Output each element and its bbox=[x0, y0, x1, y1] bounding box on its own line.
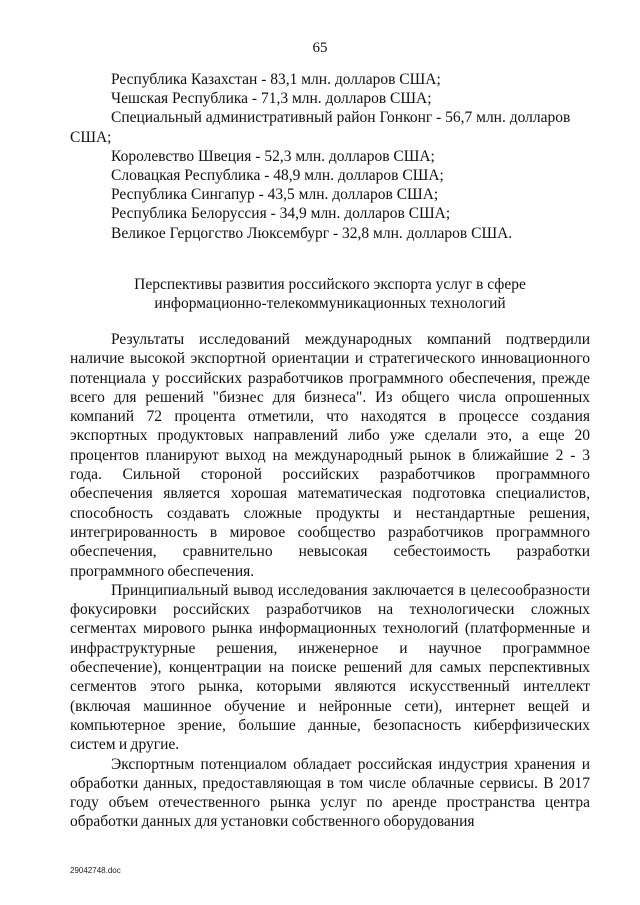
paragraph: Экспортным потенциалом обладает российская индустрия хранения и обработки данных, предоставляющая в том числе облачные сервисы. В 2017 году объем отечественного рынка услуг по аренде пространства центра обработки данных для установки собственного оборудования bbox=[70, 755, 590, 831]
list-item: Республика Казахстан - 83,1 млн. долларов США; bbox=[111, 71, 441, 88]
body-text bbox=[70, 330, 590, 832]
section-heading-line: Перспективы развития российского экспорта услуг в сфере bbox=[134, 276, 526, 293]
paragraph: Принципиальный вывод исследования заключается в целесообразности фокусировки российских разработчиков на технологически сложных сегментах мирового рынка информационных технологий (платформенные и инфраструктурные решения, инженерное и научное программное обеспечение), концентрации на поиске решений для самых перспективных сегментов этого рынка, которыми являются искусственный интеллект (включая машинное обучение и нейронные сети), интернет вещей и компьютерное зрение, большие данные, безопасность киберфизических систем и другие. bbox=[70, 581, 590, 754]
list-item: Словацкая Республика - 48,9 млн. долларов США; bbox=[111, 167, 444, 185]
paragraph: Результаты исследований международных компаний подтвердили наличие высокой экспортной ориентации и стратегического инновационного потенциала у российских разработчиков программного обеспечения, прежде всего для решений "бизнес для бизнеса". Из общего числа опрошенных компаний 72 процента отметили, что находятся в процессе создания экспортных продуктовых направлений либо уже сделали это, а еще 20 процентов планируют выход на международный рынок в ближайшие 2 - 3 года. Сильной стороной российских разработчиков программного обеспечения является хорошая математическая подготовка специалистов, способность создавать сложные продукты и нестандартные решения, интегрированность в мировое сообщество разработчиков программного обеспечения, сравнительно невысокая себестоимость разработки программного обеспечения. bbox=[70, 331, 590, 580]
section-heading bbox=[70, 275, 590, 313]
list-item: Королевство Швеция - 52,3 млн. долларов США; bbox=[111, 147, 435, 165]
section-heading-line: информационно-телекоммуникационных технологий bbox=[154, 295, 506, 312]
list-item: Великое Герцогство Люксембург - 32,8 млн. долларов США. bbox=[111, 224, 513, 242]
list-item: Специальный административный район Гонконг - 56,7 млн. долларов США; bbox=[70, 109, 571, 146]
list-item: Чешская Республика - 71,3 млн. долларов США; bbox=[111, 90, 432, 108]
list-item: Республика Сингапур - 43,5 млн. долларов США; bbox=[111, 186, 439, 204]
list-item: Республика Белоруссия - 34,9 млн. долларов США; bbox=[111, 205, 451, 223]
page-number: 65 bbox=[312, 40, 328, 56]
footer-doc-name: 29042748.doc bbox=[70, 866, 121, 875]
country-list bbox=[70, 70, 590, 243]
